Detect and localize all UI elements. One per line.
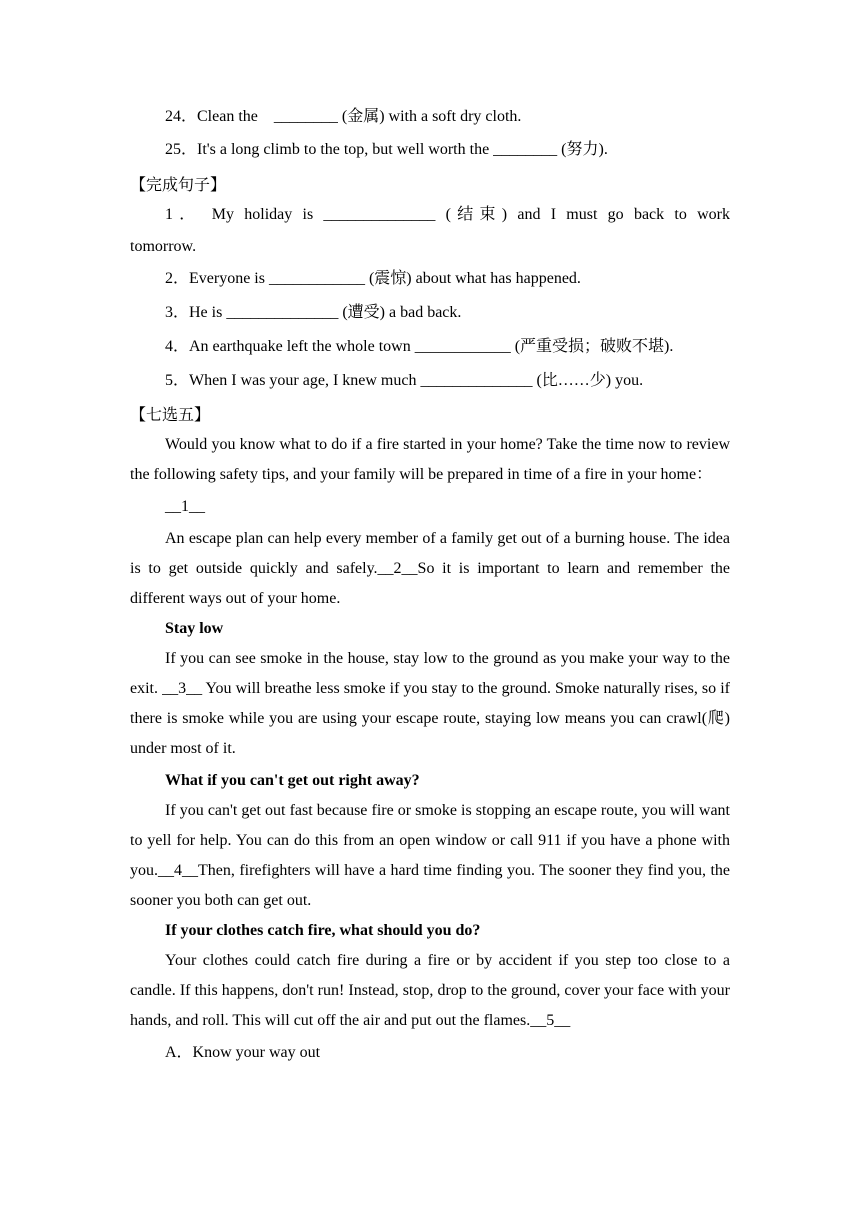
section-heading-complete-sentences: 【完成句子】: [130, 177, 227, 194]
question-24: 24．Clean the ________ (金属) with a soft dry cloth.: [165, 108, 522, 125]
section-heading-seven-five: 【七选五】: [130, 407, 211, 424]
subheading-stay-low: Stay low: [165, 620, 224, 637]
passage-paragraph-3: If you can't get out fast because fire or smoke is stopping an escape route, you will want to yell for help. You can do this from an open window or call 911 if you have a phone with you.__4__Then, firefighters will have a hard time finding you. The sooner they find you, the sooner you both can get out.: [130, 802, 730, 909]
sentence-5: 5．When I was your age, I knew much ______________ (比……少) you.: [165, 372, 644, 389]
sentence-2: 2．Everyone is ____________ (震惊) about what has happened.: [165, 270, 581, 287]
blank-1: __1__: [165, 498, 205, 515]
passage-intro: Would you know what to do if a fire started in your home? Take the time now to review the following safety tips, and your family will be prepared in time of a fire in your home：: [130, 436, 730, 483]
subheading-cant-get-out: What if you can't get out right away?: [165, 772, 420, 789]
sentence-1-line-2: tomorrow.: [130, 238, 197, 255]
passage-paragraph-1: An escape plan can help every member of a family get out of a burning house. The idea is to get outside quickly and safely.__2__So it is important to learn and remember the different ways out of your home.: [130, 530, 730, 607]
passage-paragraph-2: If you can see smoke in the house, stay low to the ground as you make your way to the exit. __3__ You will breathe less smoke if you stay to the ground. Smoke naturally rises, so if there is smoke while you are using your escape route, staying low means you can crawl(爬) under most of it.: [130, 650, 730, 757]
sentence-1-line-1: 1． My holiday is ______________ (结束) and I must go back to work: [165, 206, 730, 223]
passage-paragraph-4: Your clothes could catch fire during a fire or by accident if you step too close to a candle. If this happens, don't run! Instead, stop, drop to the ground, cover your face with your hands, and roll. This will cut off the air and put out the flames.__5__: [130, 952, 730, 1029]
document-page: [130, 103, 730, 1068]
sentence-3: 3．He is ______________ (遭受) a bad back.: [165, 304, 462, 321]
option-a: A．Know your way out: [165, 1044, 321, 1061]
subheading-clothes-catch-fire: If your clothes catch fire, what should you do?: [165, 922, 481, 939]
sentence-4: 4．An earthquake left the whole town ____________ (严重受损；破败不堪).: [165, 338, 674, 355]
question-25: 25．It's a long climb to the top, but well worth the ________ (努力).: [165, 141, 608, 158]
